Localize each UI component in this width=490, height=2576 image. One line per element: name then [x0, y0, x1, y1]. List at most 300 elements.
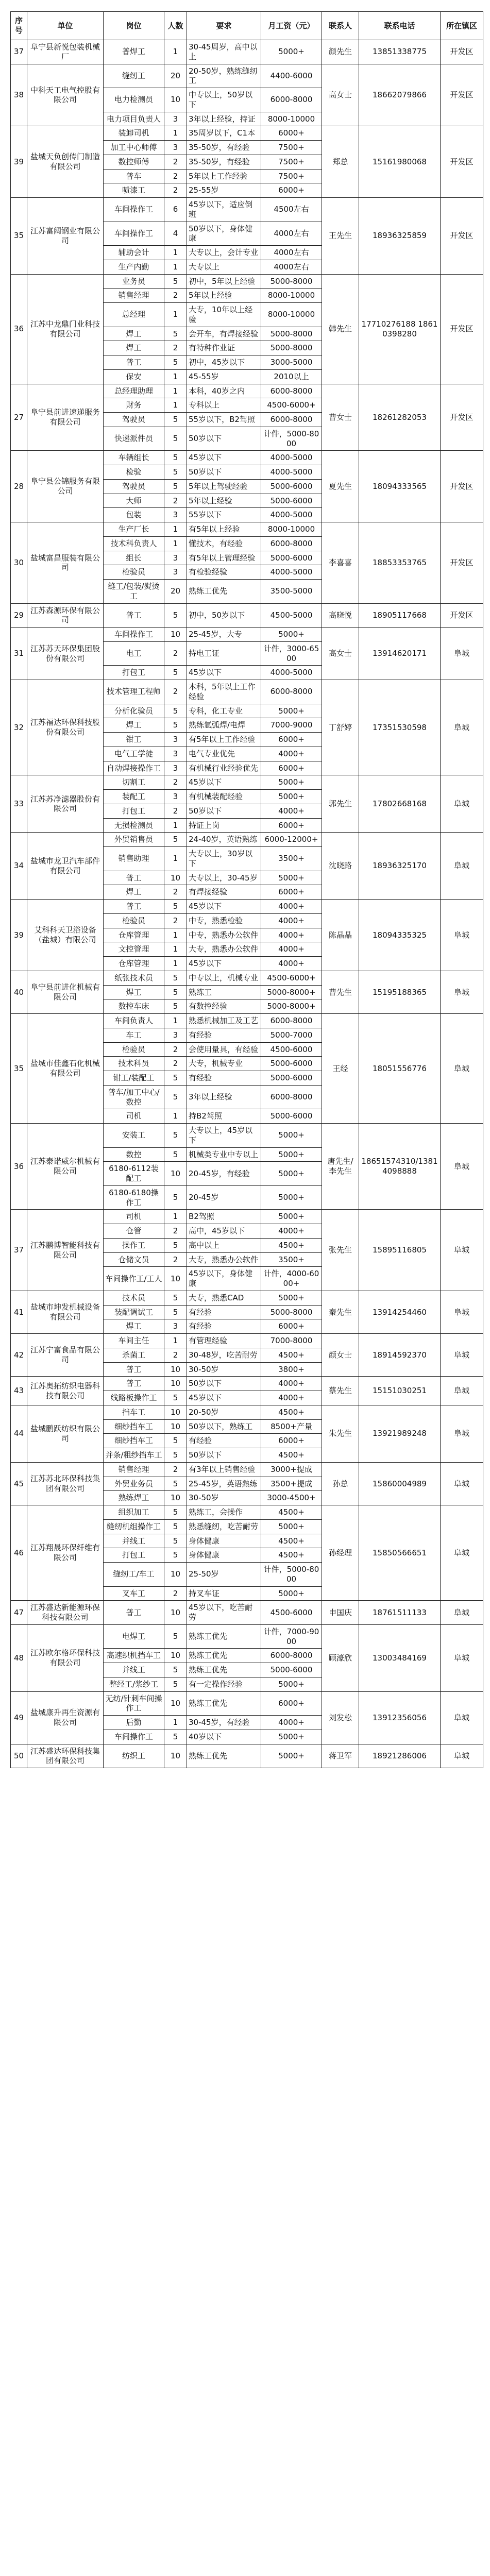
job-salary: 7500+ [261, 169, 322, 183]
row-number: 36 [11, 1124, 27, 1210]
contact-phone: 18094335325 [359, 900, 441, 971]
table-row [11, 603, 483, 628]
job-count: 10 [164, 88, 187, 112]
job-requirements: 25-55岁 [187, 183, 261, 198]
job-count: 5 [164, 427, 187, 451]
job-salary: 2010以上 [261, 369, 322, 384]
job-count: 1 [164, 1334, 187, 1348]
header-job: 岗位 [104, 12, 164, 40]
job-requirements: 24-40岁，英语熟练 [187, 833, 261, 847]
job-title: 组长 [104, 551, 164, 565]
job-requirements: 有经验 [187, 1305, 261, 1319]
job-salary: 4000-5000 [261, 666, 322, 680]
job-requirements: 55岁以下 [187, 508, 261, 522]
job-title: 电力检测员 [104, 88, 164, 112]
row-number: 35 [11, 1014, 27, 1124]
job-count: 1 [164, 928, 187, 942]
contact-person: 韩先生 [322, 274, 359, 384]
job-requirements: 会开车，有焊接经验 [187, 327, 261, 341]
job-title: 辅助会计 [104, 246, 164, 260]
job-count: 3 [164, 761, 187, 775]
job-count: 3 [164, 747, 187, 761]
contact-person: 曹女士 [322, 384, 359, 451]
job-salary: 6000+ [261, 1691, 322, 1716]
job-salary: 7000-9000 [261, 718, 322, 733]
job-requirements: 45岁以下 [187, 666, 261, 680]
row-number: 27 [11, 384, 27, 451]
job-salary: 4500左右 [261, 198, 322, 222]
job-salary: 4000左右 [261, 246, 322, 260]
job-title: 挡车工 [104, 1405, 164, 1419]
job-title: 加工中心师傅 [104, 141, 164, 155]
job-title: 熟练焊工 [104, 1491, 164, 1505]
job-requirements: 45岁以下，身体健康 [187, 1267, 261, 1291]
job-title: 后勤 [104, 1716, 164, 1730]
header-count: 人数 [164, 12, 187, 40]
job-salary: 6000-12000+ [261, 833, 322, 847]
job-salary: 5000-6000 [261, 1109, 322, 1124]
job-count: 5 [164, 355, 187, 370]
job-count: 1 [164, 942, 187, 957]
job-salary: 6000-8000 [261, 88, 322, 112]
job-count: 1 [164, 1210, 187, 1224]
job-title: 仓储文员 [104, 1252, 164, 1267]
job-count: 10 [164, 628, 187, 642]
job-salary: 4500+ [261, 1348, 322, 1362]
job-requirements: 40岁以下 [187, 1730, 261, 1744]
job-count: 20 [164, 64, 187, 88]
company-name: 阜宁县前进化机械有限公司 [27, 971, 104, 1013]
company-name: 江苏宁富食品有限公司 [27, 1334, 104, 1377]
job-title: 普工 [104, 1377, 164, 1391]
job-title: 数控 [104, 1147, 164, 1162]
job-salary: 6000-8000 [261, 384, 322, 398]
job-requirements: 5年以上经验 [187, 494, 261, 508]
job-title: 6180-6112装配工 [104, 1162, 164, 1186]
job-requirements: 有管理经验 [187, 1334, 261, 1348]
job-count: 4 [164, 222, 187, 246]
contact-phone: 13912356056 [359, 1691, 441, 1744]
company-area: 开发区 [441, 126, 483, 198]
company-area: 阜城 [441, 1601, 483, 1625]
job-title: 缝纫工 [104, 64, 164, 88]
job-salary: 4000+ [261, 1391, 322, 1405]
job-count: 2 [164, 183, 187, 198]
job-salary: 4000-5000 [261, 465, 322, 480]
job-salary: 5000+ [261, 1586, 322, 1601]
job-requirements: 50岁以下，熟练工 [187, 1419, 261, 1434]
job-title: 外贸业务员 [104, 1477, 164, 1491]
job-requirements: 熟练工 [187, 985, 261, 999]
job-count: 5 [164, 1291, 187, 1305]
job-requirements: 会使用量具，有经验 [187, 1042, 261, 1057]
contact-person: 高女士 [322, 64, 359, 126]
job-title: 分析化验员 [104, 704, 164, 718]
job-requirements: 熟练工优先 [187, 580, 261, 604]
job-requirements: 有机械行业经验优先 [187, 761, 261, 775]
contact-phone: 15161980068 [359, 126, 441, 198]
job-title: 普焊工 [104, 40, 164, 64]
job-count: 2 [164, 1042, 187, 1057]
job-requirements: 30-50岁 [187, 1491, 261, 1505]
job-title: 焊工 [104, 718, 164, 733]
job-title: 车间操作工 [104, 628, 164, 642]
job-salary: 7500+ [261, 155, 322, 169]
job-requirements: 熟练工，会操作 [187, 1505, 261, 1520]
job-count: 2 [164, 804, 187, 818]
company-name: 江苏欧尔格环保科技有限公司 [27, 1624, 104, 1691]
job-title: 数控车床 [104, 999, 164, 1014]
company-area: 阜城 [441, 1124, 483, 1210]
job-count: 1 [164, 847, 187, 871]
company-name: 盐城市龙卫汽车部件有限公司 [27, 833, 104, 900]
table-row [11, 1691, 483, 1716]
company-name: 江苏盛达环保科技集团有限公司 [27, 1744, 104, 1768]
job-count: 2 [164, 1348, 187, 1362]
company-area: 开发区 [441, 451, 483, 522]
job-salary: 3500+提成 [261, 1477, 322, 1491]
job-title: 焊工 [104, 1319, 164, 1334]
job-title: 钳工 [104, 733, 164, 747]
table-row [11, 274, 483, 289]
job-salary: 6000+ [261, 183, 322, 198]
job-count: 3 [164, 508, 187, 522]
job-title: 生产内勤 [104, 260, 164, 274]
job-count: 1 [164, 126, 187, 141]
job-salary: 5000+ [261, 40, 322, 64]
job-salary: 6000+ [261, 733, 322, 747]
row-number: 38 [11, 64, 27, 126]
job-requirements: 50岁以下，身体健康 [187, 222, 261, 246]
table-row [11, 198, 483, 222]
row-number: 39 [11, 900, 27, 971]
contact-phone: 13914254460 [359, 1291, 441, 1333]
job-salary: 计件，4000-6000+ [261, 1267, 322, 1291]
job-salary: 5000+ [261, 628, 322, 642]
job-count: 10 [164, 1362, 187, 1377]
row-number: 46 [11, 1505, 27, 1601]
company-area: 阜城 [441, 1624, 483, 1691]
job-count: 2 [164, 1224, 187, 1239]
job-title: 业务员 [104, 274, 164, 289]
job-count: 2 [164, 1462, 187, 1477]
job-table [10, 11, 483, 1768]
job-count: 1 [164, 1014, 187, 1028]
job-title: 打包工 [104, 666, 164, 680]
job-count: 1 [164, 957, 187, 971]
company-area: 阜城 [441, 1014, 483, 1124]
job-requirements: 大专，机械专业 [187, 1057, 261, 1071]
job-requirements: 熟练工优先 [187, 1624, 261, 1649]
header-phone: 联系电话 [359, 12, 441, 40]
job-salary: 4500-6000+ [261, 398, 322, 413]
job-count: 1 [164, 522, 187, 537]
job-count: 10 [164, 1405, 187, 1419]
job-requirements: 有5年以上管理经验 [187, 551, 261, 565]
contact-phone: 15151030251 [359, 1377, 441, 1405]
job-salary: 5000+ [261, 1185, 322, 1210]
job-count: 5 [164, 1434, 187, 1448]
job-requirements: 熟练工优先 [187, 1649, 261, 1663]
job-requirements: 有检验经验 [187, 565, 261, 580]
job-count: 2 [164, 1252, 187, 1267]
contact-person: 颜先生 [322, 40, 359, 64]
job-title: 仓库管理 [104, 928, 164, 942]
job-requirements: 有5年以上经验 [187, 522, 261, 537]
job-count: 1 [164, 40, 187, 64]
job-title: 装卸司机 [104, 126, 164, 141]
company-area: 阜城 [441, 775, 483, 833]
job-count: 6 [164, 198, 187, 222]
job-count: 10 [164, 1377, 187, 1391]
contact-person: 郭先生 [322, 775, 359, 833]
job-requirements: 3年以上经验，持证 [187, 112, 261, 126]
job-count: 5 [164, 479, 187, 494]
job-title: 销售经理 [104, 1462, 164, 1477]
job-requirements: 20-45岁 [187, 1185, 261, 1210]
job-salary: 3500+ [261, 847, 322, 871]
row-number: 35 [11, 198, 27, 275]
job-requirements: 专科，化工专业 [187, 704, 261, 718]
job-salary: 4000-5000 [261, 451, 322, 465]
job-title: 细纱挡车工 [104, 1434, 164, 1448]
job-title: 普车/加工中心/数控 [104, 1085, 164, 1109]
company-area: 开发区 [441, 198, 483, 275]
job-salary: 3000+提成 [261, 1462, 322, 1477]
job-salary: 4500+ [261, 1534, 322, 1548]
job-requirements: 身体健康 [187, 1534, 261, 1548]
job-requirements: 45岁以下，适应倒班 [187, 198, 261, 222]
job-salary: 4000左右 [261, 222, 322, 246]
job-count: 5 [164, 1448, 187, 1463]
job-requirements: 5年以上经验 [187, 289, 261, 303]
job-title: 普工 [104, 1601, 164, 1625]
company-area: 开发区 [441, 40, 483, 64]
company-area: 开发区 [441, 603, 483, 628]
job-requirements: 有3年以上销售经验 [187, 1462, 261, 1477]
header-area: 所在镇区 [441, 12, 483, 40]
job-requirements: 50岁以下 [187, 1377, 261, 1391]
row-number: 40 [11, 971, 27, 1013]
row-number: 37 [11, 40, 27, 64]
row-number: 45 [11, 1462, 27, 1505]
header-company: 单位 [27, 12, 104, 40]
contact-phone: 13851338775 [359, 40, 441, 64]
job-count: 1 [164, 246, 187, 260]
contact-person: 曹先生 [322, 971, 359, 1013]
job-requirements: 有焊接经验 [187, 885, 261, 900]
row-number: 42 [11, 1334, 27, 1377]
job-requirements: 25-45岁，英语熟练 [187, 1477, 261, 1491]
job-title: 线路板操作工 [104, 1391, 164, 1405]
job-salary: 5000+ [261, 1124, 322, 1148]
job-title: 技术科负责人 [104, 536, 164, 551]
job-requirements: 45岁以下 [187, 1391, 261, 1405]
job-count: 5 [164, 327, 187, 341]
row-number: 29 [11, 603, 27, 628]
job-count: 2 [164, 1057, 187, 1071]
job-count: 2 [164, 494, 187, 508]
table-row [11, 833, 483, 847]
job-requirements: 中专，熟悉检验 [187, 913, 261, 928]
job-salary: 6000-8000 [261, 1014, 322, 1028]
table-row [11, 628, 483, 642]
job-salary: 3500+ [261, 1252, 322, 1267]
table-row [11, 451, 483, 465]
job-salary: 4400-6000 [261, 64, 322, 88]
job-count: 5 [164, 1477, 187, 1491]
job-title: 焊工 [104, 327, 164, 341]
company-name: 江苏奥拓纺织电器科技有限公司 [27, 1377, 104, 1405]
job-title: 外贸销售员 [104, 833, 164, 847]
row-number: 31 [11, 628, 27, 680]
table-row [11, 522, 483, 537]
company-name: 江苏苏净滤器股份有限公司 [27, 775, 104, 833]
table-row [11, 1124, 483, 1148]
job-title: 电工 [104, 641, 164, 666]
row-number: 39 [11, 126, 27, 198]
job-title: 缝工/包装/熨烫工 [104, 580, 164, 604]
job-title: 喷漆工 [104, 183, 164, 198]
job-salary: 5000+ [261, 1162, 322, 1186]
row-number: 34 [11, 833, 27, 900]
job-count: 2 [164, 641, 187, 666]
contact-person: 秦先生 [322, 1291, 359, 1333]
row-number: 37 [11, 1210, 27, 1291]
job-title: 司机 [104, 1210, 164, 1224]
job-salary: 5000-8000+ [261, 985, 322, 999]
contact-phone: 13914620171 [359, 628, 441, 680]
job-salary: 4000+ [261, 804, 322, 818]
job-salary: 4000+ [261, 1377, 322, 1391]
job-salary: 4500+ [261, 1448, 322, 1463]
job-count: 2 [164, 775, 187, 790]
job-count: 2 [164, 169, 187, 183]
contact-person: 张先生 [322, 1210, 359, 1291]
company-name: 江苏富阔钢业有限公司 [27, 198, 104, 275]
job-title: 技术管理工程师 [104, 680, 164, 704]
job-title: 安装工 [104, 1124, 164, 1148]
job-salary: 8000-10000 [261, 289, 322, 303]
job-count: 3 [164, 1319, 187, 1334]
job-requirements: 30-50岁 [187, 1362, 261, 1377]
job-requirements: 熟练氩弧焊/电焊 [187, 718, 261, 733]
job-title: 装配调试工 [104, 1305, 164, 1319]
job-salary: 5000-6000 [261, 551, 322, 565]
row-number: 30 [11, 522, 27, 604]
job-count: 10 [164, 1649, 187, 1663]
job-title: 车辆组长 [104, 451, 164, 465]
job-count: 5 [164, 1663, 187, 1677]
contact-person: 唐先生/李先生 [322, 1124, 359, 1210]
job-count: 5 [164, 1730, 187, 1744]
job-count: 5 [164, 1391, 187, 1405]
job-title: 打包工 [104, 1548, 164, 1563]
job-requirements: 30-48岁，吃苦耐劳 [187, 1348, 261, 1362]
job-salary: 4500-6000+ [261, 971, 322, 985]
table-row [11, 40, 483, 64]
job-salary: 5000-6000 [261, 1057, 322, 1071]
job-count: 5 [164, 1519, 187, 1534]
job-requirements: 有特种作业证 [187, 341, 261, 355]
job-salary: 5000-6000 [261, 494, 322, 508]
table-row [11, 1462, 483, 1477]
job-count: 5 [164, 666, 187, 680]
job-salary: 5000-8000+ [261, 999, 322, 1014]
contact-phone: 18905117668 [359, 603, 441, 628]
job-requirements: 熟练工优先 [187, 1744, 261, 1768]
job-requirements: 有数控经验 [187, 999, 261, 1014]
table-row [11, 1624, 483, 1649]
job-title: 车间操作工 [104, 1730, 164, 1744]
contact-person: 郑总 [322, 126, 359, 198]
contact-person: 蒋卫军 [322, 1744, 359, 1768]
header-contact: 联系人 [322, 12, 359, 40]
job-requirements: 有经验 [187, 1071, 261, 1086]
company-area: 阜城 [441, 900, 483, 971]
contact-phone: 18936325170 [359, 833, 441, 900]
job-title: 打包工 [104, 804, 164, 818]
job-title: 销售助理 [104, 847, 164, 871]
row-number: 33 [11, 775, 27, 833]
job-requirements: 大专，熟悉办公软件 [187, 942, 261, 957]
job-requirements: 45岁以下 [187, 451, 261, 465]
job-salary: 4000+ [261, 942, 322, 957]
company-name: 江苏森源环保有限公司 [27, 603, 104, 628]
job-title: 无损检测员 [104, 818, 164, 833]
job-salary: 4000+ [261, 1716, 322, 1730]
contact-phone: 18761511133 [359, 1601, 441, 1625]
job-salary: 4500+ [261, 1238, 322, 1252]
job-count: 5 [164, 900, 187, 914]
table-row [11, 775, 483, 790]
company-name: 江苏苏北环保科技集团有限公司 [27, 1462, 104, 1505]
job-requirements: 身体健康 [187, 1548, 261, 1563]
job-count: 1 [164, 1716, 187, 1730]
company-name: 盐城鹏跃纺织有限公司 [27, 1405, 104, 1462]
company-area: 阜城 [441, 1405, 483, 1462]
job-salary: 6000+ [261, 1434, 322, 1448]
job-requirements: 持电工证 [187, 641, 261, 666]
contact-phone: 18094333565 [359, 451, 441, 522]
job-requirements: 大专以上，45岁以下 [187, 1124, 261, 1148]
job-requirements: 中专以上，机械专业 [187, 971, 261, 985]
table-row [11, 1014, 483, 1028]
table-row [11, 1601, 483, 1625]
job-requirements: 初中，50岁以下 [187, 603, 261, 628]
job-salary: 6000+ [261, 818, 322, 833]
job-title: 并线工 [104, 1663, 164, 1677]
company-name: 盐城市佳鑫石化机械有限公司 [27, 1014, 104, 1124]
company-area: 阜城 [441, 833, 483, 900]
job-salary: 6000-8000 [261, 1649, 322, 1663]
job-salary: 6000+ [261, 761, 322, 775]
table-row [11, 126, 483, 141]
job-salary: 5000+ [261, 1730, 322, 1744]
job-count: 5 [164, 971, 187, 985]
job-requirements: 熟悉缝纫，吃苦耐劳 [187, 1519, 261, 1534]
job-requirements: 熟练工优先 [187, 1691, 261, 1716]
contact-person: 蔡先生 [322, 1377, 359, 1405]
company-name: 江苏翔晟环保纤维有限公司 [27, 1505, 104, 1601]
job-requirements: 中专以上，50岁以下 [187, 88, 261, 112]
table-row [11, 900, 483, 914]
company-name: 中科天工电气控股有限公司 [27, 64, 104, 126]
job-requirements: 有经验 [187, 1319, 261, 1334]
job-count: 3 [164, 112, 187, 126]
job-title: 纺织工 [104, 1744, 164, 1768]
job-requirements: 25-50岁 [187, 1563, 261, 1587]
